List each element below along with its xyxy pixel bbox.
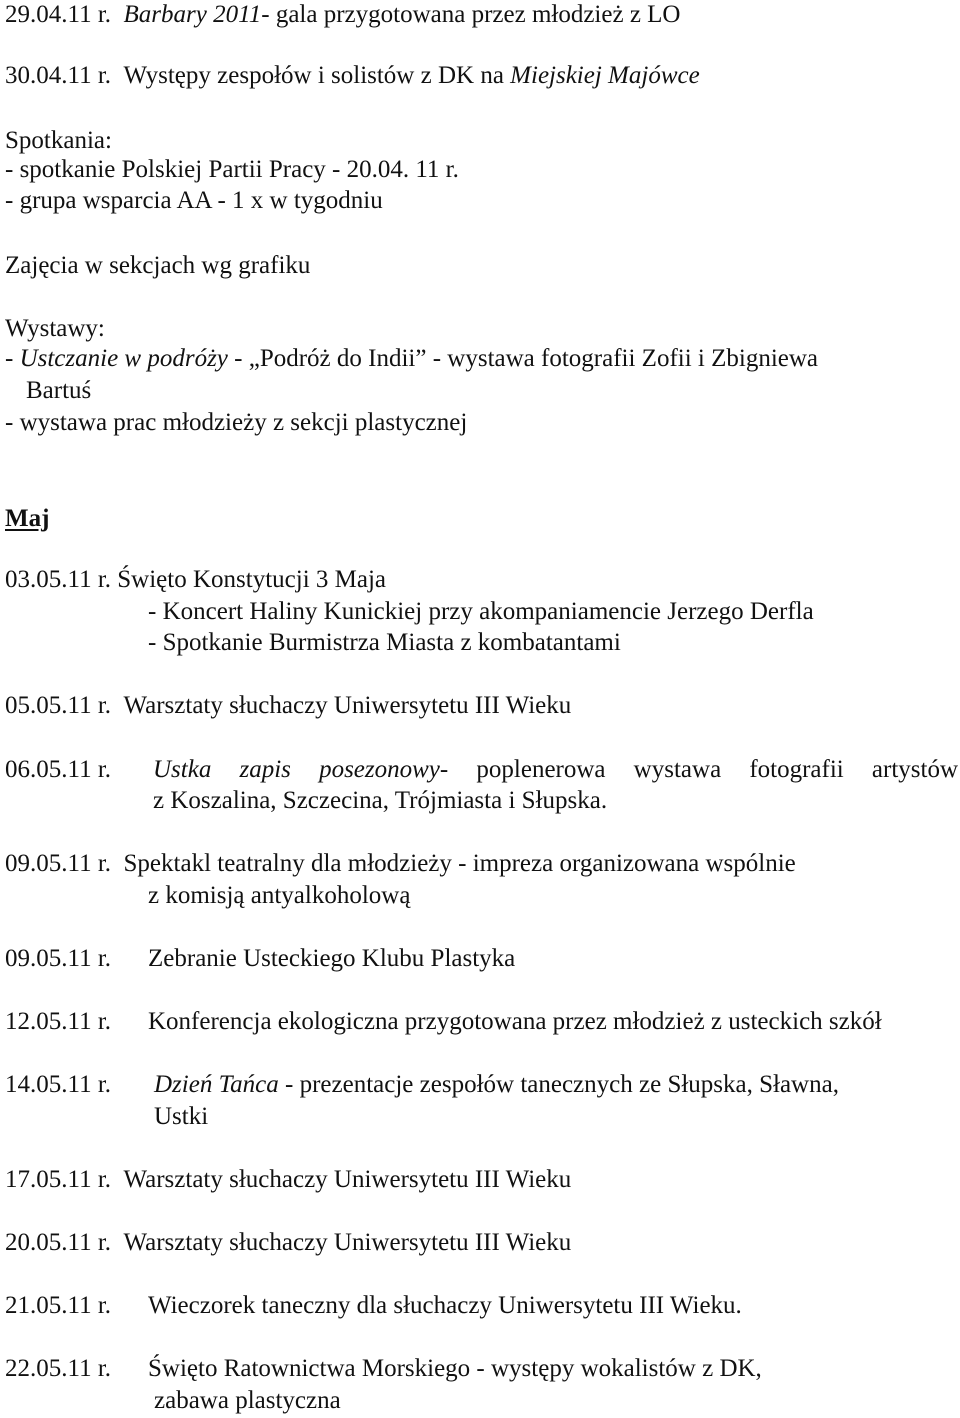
event-text: Święto Ratownictwa Morskiego - występy wokalistów z DK, [148,1355,762,1382]
event-date: 17.05.11 r. [5,1166,112,1193]
event-date: 09.05.11 r. [5,850,112,877]
exhibition-title: Ustczanie w podróży [19,345,228,372]
event-title: Ustka zapis posezonowy [153,756,440,783]
event-text: Spektakl teatralny dla młodzieży - impreza organizowana wspólnie [123,850,796,877]
event-line [5,1228,571,1258]
event-text: Warsztaty słuchaczy Uniwersytetu III Wieku [123,692,572,719]
event-date: 22.05.11 r. [5,1355,112,1382]
event-text: Dzień Tańca - prezentacje zespołów tanecznych ze Słupska, Sławna, [154,1071,839,1098]
event-line [5,61,700,91]
event-date: 09.05.11 r. [5,945,112,972]
event-text: gala przygotowana przez młodzież z LO [269,1,681,28]
event-text: Występy zespołów i solistów z DK na [123,62,511,89]
event-date: 20.05.11 r. [5,1229,112,1256]
exhibition-item-cont: Bartuś [26,377,92,404]
event-text: Warsztaty słuchaczy Uniwersytetu III Wieku [123,1229,572,1256]
event-text-cont: Ustki [154,1103,209,1130]
event-title: Miejskiej Majówce [510,62,700,89]
event-date: 06.05.11 r. [5,756,112,783]
sections-note: Zajęcia w sekcjach wg grafiku [5,252,311,279]
event-text: Święto Konstytucji 3 Maja [117,566,387,593]
exhibition-item: - Ustczanie w podróży - „Podróż do Indii” - wystawa fotografii Zofii i Zbigniewa [5,345,819,372]
event-line [5,1165,571,1195]
exhibition-text: - „Podróż do Indii” - wystawa fotografii Zofii i Zbigniewa [227,345,819,372]
event-title: Dzień Tańca [154,1071,279,1098]
event-date: 29.04.11 r. [5,1,112,28]
event-text: Warsztaty słuchaczy Uniwersytetu III Wieku [123,1166,572,1193]
meeting-item: - spotkanie Polskiej Partii Pracy - 20.04. 11 r. [5,156,459,183]
event-date: 03.05.11 r. [5,566,112,593]
month-heading: Maj [5,505,50,532]
event-line [5,0,681,30]
event-line [5,691,571,721]
exhibitions-heading: Wystawy: [5,315,105,342]
exhibition-item: - wystawa prac młodzieży z sekcji plastycznej [5,409,468,436]
event-text: Zebranie Usteckiego Klubu Plastyka [148,945,516,972]
event-text: Ustka zapis posezonowy- poplenerowa wystawa fotografii artystów [153,756,959,783]
event-date: 14.05.11 r. [5,1071,112,1098]
event-line [5,565,386,595]
event-date: 30.04.11 r. [5,62,112,89]
event-text: Konferencja ekologiczna przygotowana przez młodzież z usteckich szkół [148,1008,882,1035]
event-title: Barbary 2011- [123,1,270,28]
event-line [5,849,796,879]
event-text-cont: z Koszalina, Szczecina, Trójmiasta i Słupska. [153,787,608,814]
event-date: 05.05.11 r. [5,692,112,719]
event-subitem: - Koncert Haliny Kunickiej przy akompaniamencie Jerzego Derfla [148,598,814,625]
event-text-cont: zabawa plastyczna [154,1387,341,1414]
meetings-heading: Spotkania: [5,127,112,154]
event-text: Wieczorek taneczny dla słuchaczy Uniwersytetu III Wieku. [148,1292,742,1319]
event-date: 21.05.11 r. [5,1292,112,1319]
event-date: 12.05.11 r. [5,1008,112,1035]
event-subitem: - Spotkanie Burmistrza Miasta z kombatantami [148,629,621,656]
event-text-cont: z komisją antyalkoholową [148,882,411,909]
meeting-item: - grupa wsparcia AA - 1 x w tygodniu [5,187,383,214]
